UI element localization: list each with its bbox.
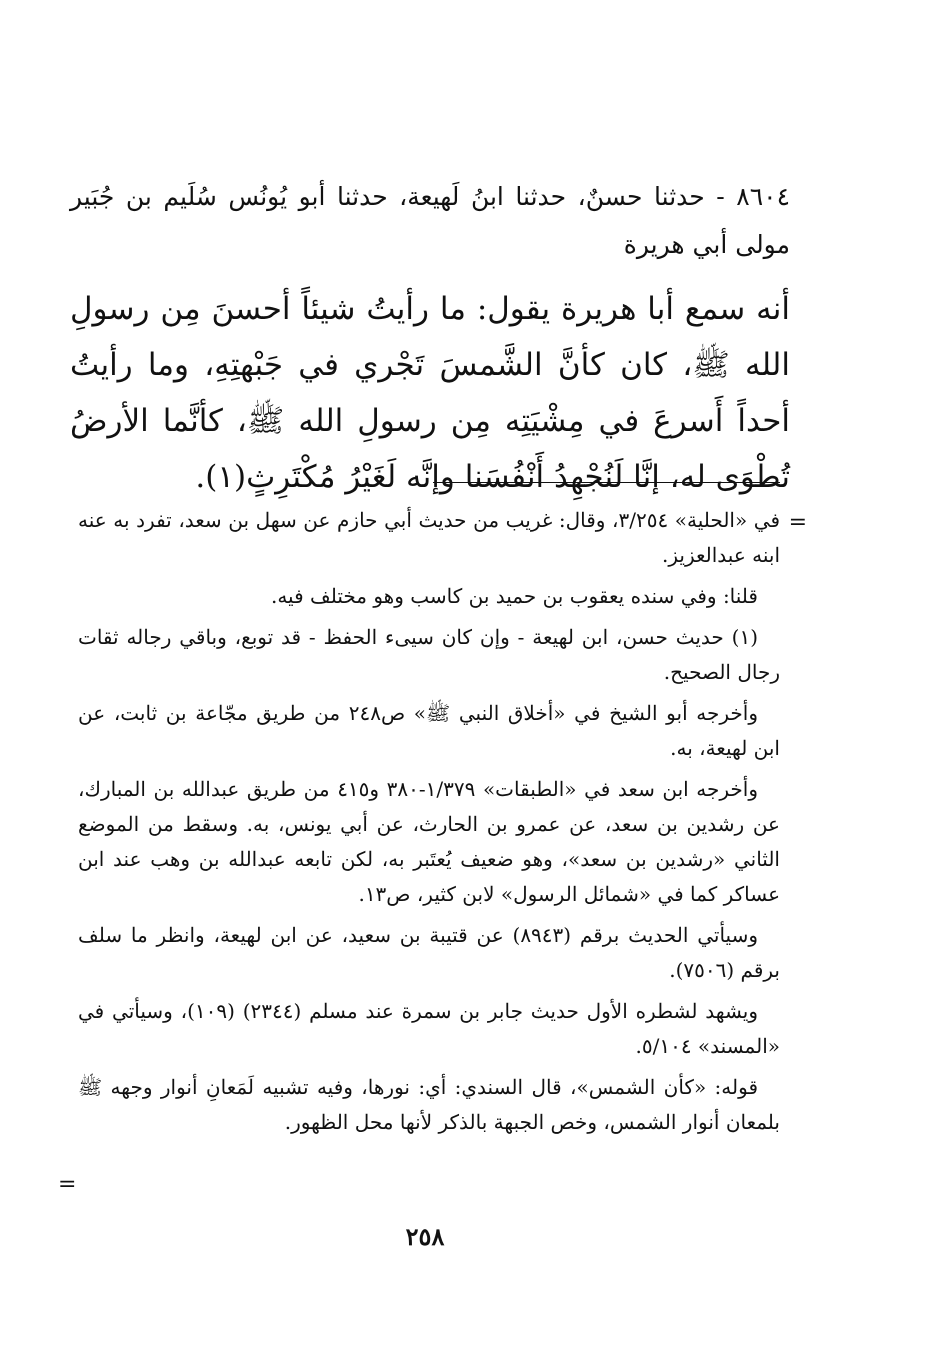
footnote-paragraph: قوله: «كأن الشمس»، قال السندي: أي: نورها، وفيه تشبيه لَمَعانِ أنوار وجهه ﷺ بلمعان أنوار الشمس، وخص الجبهة بالذكر لأنها محل الظهور. xyxy=(78,1075,780,1134)
footnote-paragraph: وأخرجه أبو الشيخ في «أخلاق النبي ﷺ» ص٢٤٨ من طريق مجّاعة بن ثابت، عن ابن لهيعة، به. xyxy=(78,701,780,760)
footnote-paragraph: (١) حديث حسن، ابن لهيعة - وإن كان سيىء الحفظ - قد توبع، وباقي رجاله ثقات رجال الصحيح. xyxy=(78,625,780,684)
footnote-paragraph: قلنا: وفي سنده يعقوب بن حميد بن كاسب وهو مختلف فيه. xyxy=(270,584,758,608)
footnote-continuation-mark: = xyxy=(788,510,807,535)
footnotes xyxy=(78,503,780,1146)
footnote-paragraph: ويشهد لشطره الأول حديث جابر بن سمرة عند مسلم (٢٣٤٤) (١٠٩)، وسيأتي في «المسند» ٥/١٠٤. xyxy=(78,999,780,1058)
page-number: ٢٥٨ xyxy=(405,1222,445,1251)
hadith-matn: أنه سمع أبا هريرة يقول: ما رأيتُ شيئاً أحسنَ مِن رسولِ الله ﷺ، كان كأنَّ الشَّمسَ تَجْري في جَبْهتِهِ، وما رأيتُ أحداً أَسرعَ في مِشْيَتِه مِن رسولِ الله ﷺ، كأنَّما الأرضُ تُطْوَى له، إنَّا لَنُجْهِدُ أَنْفُسَنا وإنَّه لَغَيْرُ مُكْتَرِثٍ(١). xyxy=(70,291,790,495)
footnote-paragraph: في «الحلية» ٣/٢٥٤، وقال: غريب من حديث أبي حازم عن سهل بن سعد، تفرد به عنه ابنه عبدالعزيز. xyxy=(78,508,781,567)
footnote-paragraph: وأخرجه ابن سعد في «الطبقات» ١/٣٧٩-٣٨٠ و٤١٥ من طريق عبدالله بن المبارك، عن رشدين بن سعد، عن عمرو بن الحارث، عن أبي يونس، به. وسقط من الموضع الثاني «رشدين بن سعد»، وهو ضعيف يُعتَبر به، لكن تابعه عبدالله بن وهب عند ابن عساكر كما في «شمائل الرسول» لابن كثير، ص١٣. xyxy=(78,777,780,906)
hadith-isnad: ٨٦٠٤ - حدثنا حسنٌ، حدثنا ابنُ لَهيعة، حدثنا أبو يُونُس سُلَيم بن جُبَير مولى أبي هريرة xyxy=(70,182,790,259)
footnote-separator xyxy=(433,482,780,483)
footnote-paragraph: وسيأتي الحديث برقم (٨٩٤٣) عن قتيبة بن سعيد، عن ابن لهيعة، وانظر ما سلف برقم (٧٥٠٦). xyxy=(78,923,780,982)
footnote-end-mark: = xyxy=(58,1172,77,1197)
